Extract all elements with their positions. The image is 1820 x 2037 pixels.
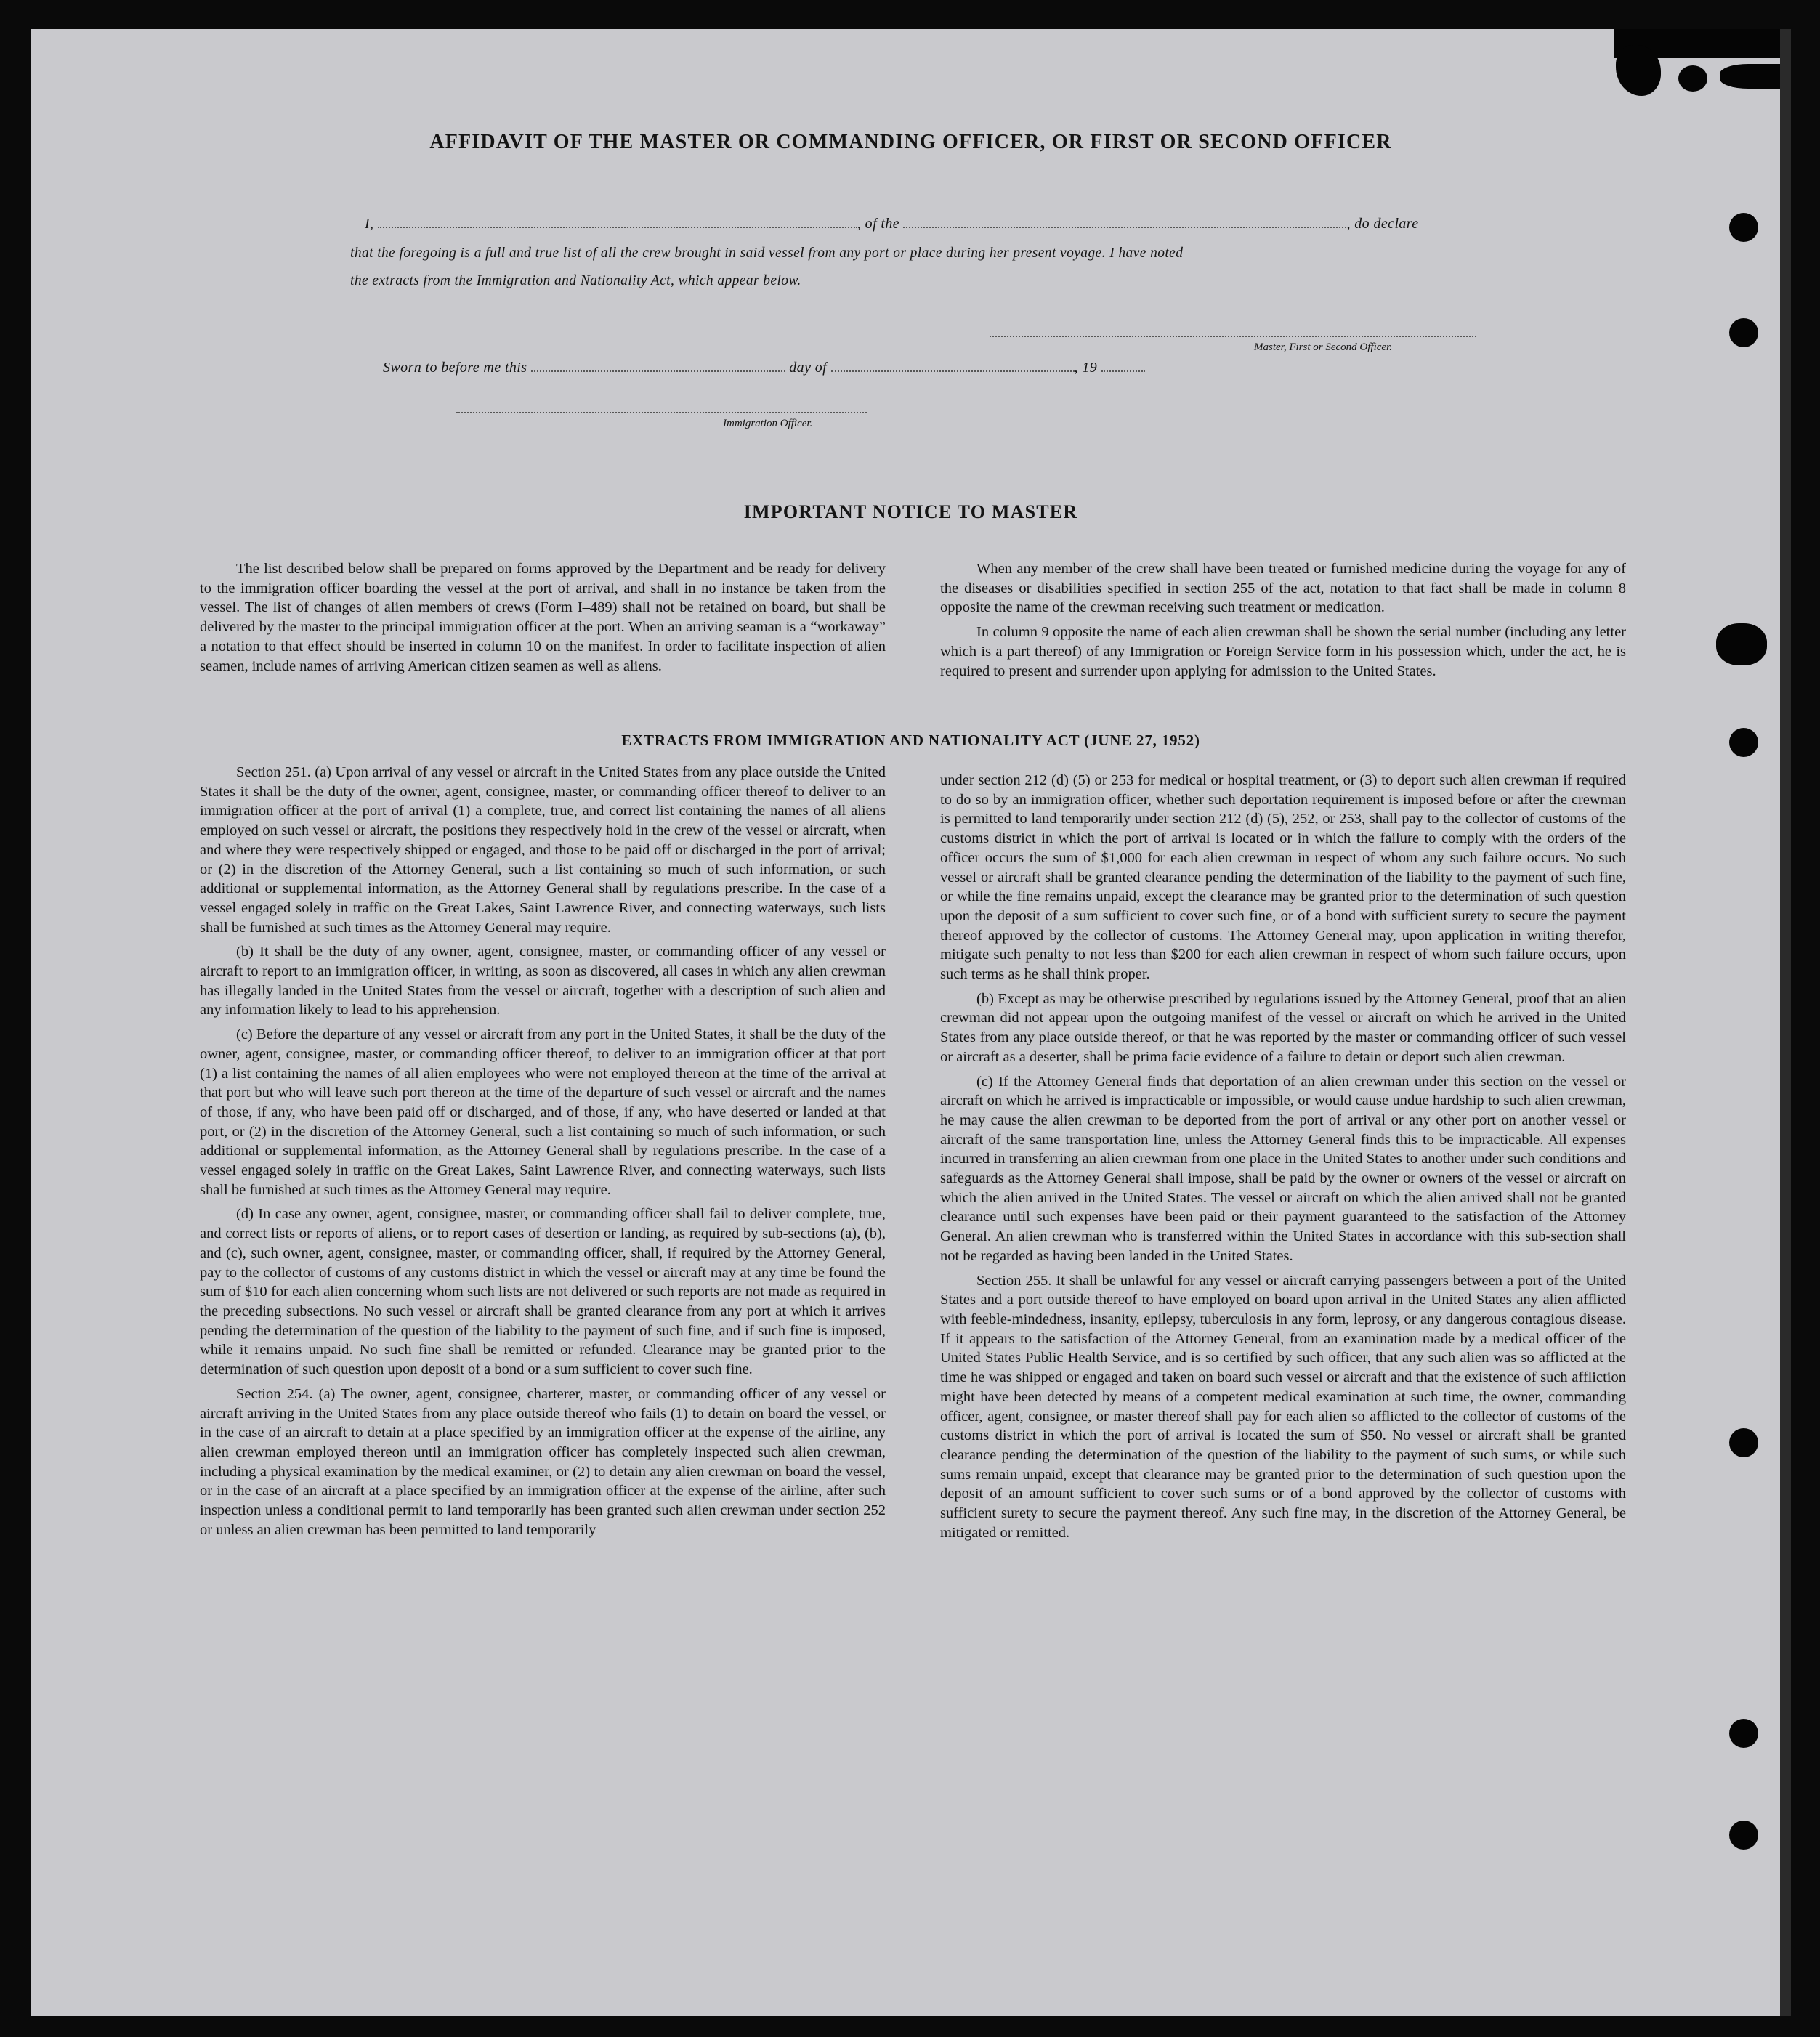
sworn-line — [383, 360, 1145, 376]
day-of-label: day of — [789, 360, 828, 376]
section-251-a: Section 251. (a) Upon arrival of any vessel or aircraft in the United States from any place outside the United States it shall be the duty of the owner, agent, consignee, master, or commanding officer thereof to deliver to an immigration officer at the port of arrival (1) a complete, true, and correct list containing the names of all aliens employed on such vessel or aircraft, the positions they respectively hold in the crew of the vessel or aircraft, when and where they were respectively shipped or engaged, and those to be paid off or discharged in the port of arrival; or (2) in the discretion of the Attorney General, such a list containing so much of such information, or such additional or supplemental information, as the Attorney General shall by regulations prescribe. In the case of a vessel engaged solely in traffic on the Great Lakes, Saint Lawrence River, and connecting waterways, such lists shall be furnished at such times as the Attorney General may require. — [200, 764, 886, 936]
binder-hole — [1729, 1821, 1758, 1850]
ink-blot-mark — [1716, 623, 1767, 665]
section-254-a: Section 254. (a) The owner, agent, consignee, charterer, master, or commanding officer of any vessel or aircraft arriving in the United States from any place outside thereof who fails (1) to detain on board the vessel, or in the case of an aircraft to detain at a place specified by an immigration officer at the expense of the airline, any alien crewman employed thereon until an immigration officer has completely inspected such alien crewman, including a physical examination by the medical examiner, or (2) to detain any alien crewman on board the vessel, or in the case of an aircraft at a place specified by an immigration officer at the expense of the airline, after such inspection unless a conditional permit to land temporarily has been granted such alien crewman under section 252 or unless an alien crewman has been permitted to land temporarily — [200, 1385, 886, 1538]
binder-hole — [1729, 1719, 1758, 1748]
declaration-line-1 — [365, 216, 1419, 232]
section-255: Section 255. It shall be unlawful for any vessel or aircraft carrying passengers between a port of the United States and a port outside thereof to have employed on board upon arrival in the United States any alien afflicted with feeble-mindedness, insanity, epilepsy, tuberculosis in any form, leprosy, or any dangerous contagious disease. If it appears to the satisfaction of the Attorney General, from an examination made by a medical officer of the United States Public Health Service, and is so certified by such officer, that any such alien was so afflicted at the time he was shipped or engaged and taken on board such vessel or aircraft and that the existence of such affliction might have been detected by means of a competent medical examination at such time, the owner, commanding officer, agent, consignee, or master thereof shall pay for each alien so afflicted to the collector of customs of the customs district in which the port of arrival is located the sum of $50. No vessel or aircraft shall be granted clearance pending the determination of the question of the liability to the payment of such sums, or while such sums remain unpaid, except that clearance may be granted prior to the determination of such question upon the deposit of an amount sufficient to cover such sums or of a bond approved by the collector of customs with sufficient surety to secure the payment thereof. Any such fine may, in the discretion of the Attorney General, be mitigated or remitted. — [940, 1272, 1626, 1541]
notice-right-paragraph-1: When any member of the crew shall have been treated or furnished medicine during the voyage for any of the diseases or disabilities specified in section 255 of the act, notation to that fact shall be made in column 8 opposite the name of the crewman receiving such treatment or medication. — [940, 561, 1626, 616]
notice-right-column — [940, 559, 1626, 686]
of-the-label: , of the — [857, 216, 900, 232]
notice-right-paragraph-2: In column 9 opposite the name of each alien crewman shall be shown the serial number (including any letter which is a part thereof) of any Immigration or Foreign Service form in his possession which, under the act, he is required to present and surrender upon applying for admission to the United States. — [940, 624, 1626, 679]
binder-hole — [1729, 1428, 1758, 1457]
do-declare-label: , do declare — [1346, 216, 1419, 232]
page-edge-shadow — [1780, 29, 1791, 2016]
section-251-c: (c) Before the departure of any vessel or aircraft from any port in the United States, it shall be the duty of the owner, agent, consignee, master, or commanding officer thereof, to deliver to an immigration officer at that port (1) a list containing the names of all alien employees who were not employed thereon at the time of the arrival at that port but who will leave such port thereon at the time of the departure of such vessel or aircraft and the names of those, if any, who have been paid off or discharged, and of those, if any, who have deserted or landed at that port, or (2) in the discretion of the Attorney General, such a list containing so much of such information, or such additional or supplemental information, as the Attorney General shall by regulations prescribe. In the case of a vessel engaged solely in traffic on the Great Lakes, Saint Lawrence River, and connecting waterways, such lists shall be furnished at such times as the Attorney General may require. — [200, 1026, 886, 1198]
sworn-year-blank[interactable] — [1101, 360, 1145, 372]
binder-hole — [1729, 318, 1758, 347]
extracts-title: EXTRACTS FROM IMMIGRATION AND NATIONALITY ACT (JUNE 27, 1952) — [621, 732, 1200, 749]
declaration-line-3: the extracts from the Immigration and Nationality Act, which appear below. — [350, 273, 801, 288]
year-label: , 19 — [1074, 360, 1098, 376]
officer-signature-line[interactable] — [456, 412, 867, 413]
ink-blot-mark — [1616, 45, 1661, 96]
notice-title: IMPORTANT NOTICE TO MASTER — [743, 501, 1078, 522]
extracts-right-column — [940, 771, 1626, 1547]
ink-blot-mark — [1678, 65, 1707, 92]
extracts-left-column — [200, 763, 886, 1544]
binder-hole — [1729, 213, 1758, 242]
notice-left-column — [200, 559, 886, 681]
declaration-line-2: that the foregoing is a full and true list of all the crew brought in said vessel from any port or place during her present voyage. I have noted — [350, 246, 1184, 261]
sworn-day-blank[interactable] — [531, 360, 785, 372]
i-label: I, — [365, 216, 374, 232]
sworn-label: Sworn to before me this — [383, 360, 527, 376]
name-blank[interactable] — [378, 216, 857, 228]
master-signature-line[interactable] — [990, 336, 1476, 337]
master-caption: Master, First or Second Officer. — [1254, 341, 1392, 353]
section-254-c: (c) If the Attorney General finds that deportation of an alien crewman under this section on the vessel or aircraft on which he arrived is impracticable or impossible, or would cause undue hardship to such alien crewman, he may cause the alien crewman to be deported from the port of arrival or any other port on another vessel or aircraft of the same transportation line, unless the Attorney General finds this to be impracticable. All expenses incurred in transferring an alien crewman from one place in the United States to another under such conditions and safeguards as the Attorney General shall impose, shall be paid by the owner or owners of the vessel or aircraft on which the alien arrived in the United States. The vessel or aircraft on which the alien arrived shall not be granted clearance until such expenses have been paid or their payment guaranteed to the satisfaction of the Attorney General. An alien crewman who is transferred within the United States in accordance with this sub-section shall not be regarded as having been landed in the United States. — [940, 1073, 1626, 1264]
vessel-blank[interactable] — [903, 216, 1346, 228]
section-254-b: (b) Except as may be otherwise prescribed by regulations issued by the Attorney General, proof that an alien crewman did not appear upon the outgoing manifest of the vessel or aircraft on which he arrived in the United States from any place outside thereof, or that he was reported by the master or commanding officer of such vessel or aircraft as a deserter, shall be prima facie evidence of a failure to detain or deport such alien crewman. — [940, 990, 1626, 1065]
affidavit-title: AFFIDAVIT OF THE MASTER OR COMMANDING OFFICER, OR FIRST OR SECOND OFFICER — [429, 131, 1392, 153]
section-254-a-continued: under section 212 (d) (5) or 253 for medical or hospital treatment, or (3) to deport such alien crewman if required to do so by an immigration officer, whether such deportation requirement is imposed before or after the crewman is permitted to land temporarily under section 212 (d) (5), 252, or 253, shall pay to the collector of customs of the customs district in which the port of arrival is located or in which the failure to comply with the orders of the officer occurs the sum of $1,000 for each alien crewman in respect of whom any such failure occurs. No such vessel or aircraft shall be granted clearance pending the determination of the liability to the payment of such fine, or while the fine remains unpaid, except the clearance may be granted prior to the determination of such question upon the deposit of a sum sufficient to cover such fine, or of a bond with sufficient surety to secure the payment thereof approved by the collector of customs. The Attorney General may, upon application in writing therefor, mitigate such penalty to not less than $200 for each alien crewman in respect of whom such failure occurs, upon such terms as he shall think proper. — [940, 772, 1626, 983]
section-251-d: (d) In case any owner, agent, consignee, master, or commanding officer shall fail to deliver complete, true, and correct lists or reports of aliens, or to report cases of desertion or landing, as required by sub-sections (a), (b), and (c), such owner, agent, consignee, master, or commanding officer, shall, if required by the Attorney General, pay to the collector of customs of any customs district in which the vessel or aircraft may at any time be found the sum of $10 for each alien concerning whom such lists are not delivered or such reports are not made as required in the preceding subsections. No such vessel or aircraft shall be granted clearance from any port at which it arrives pending the determination of the question of the liability to the payment of such fine, and if such fine is imposed, while it remains unpaid. No such fine shall be remitted or refunded. Clearance may be granted prior to the determination of such question upon deposit of a bond or a sum sufficient to cover such fine. — [200, 1206, 886, 1378]
officer-caption: Immigration Officer. — [723, 418, 813, 429]
notice-left-paragraph: The list described below shall be prepared on forms approved by the Department and be ready for delivery to the immigration officer boarding the vessel at the port of arrival, and shall in no instance be taken from the vessel. The list of changes of alien members of crews (Form I–489) shall not be retained on board, but shall be delivered by the master to the principal immigration officer at the port. When an arriving seaman is a “workaway” a notation to that effect should be inserted in column 10 on the manifest. In order to facilitate inspection of alien seamen, include names of arriving American citizen seamen as well as aliens. — [200, 561, 886, 674]
document-page — [31, 29, 1791, 2016]
section-251-b: (b) It shall be the duty of any owner, agent, consignee, master, or commanding officer of any vessel or aircraft to report to an immigration officer, in writing, as soon as discovered, all cases in which any alien crewman has illegally landed in the United States from the vessel or aircraft, together with a description of such alien and any information likely to lead to his apprehension. — [200, 944, 886, 1018]
sworn-month-blank[interactable] — [831, 360, 1075, 372]
